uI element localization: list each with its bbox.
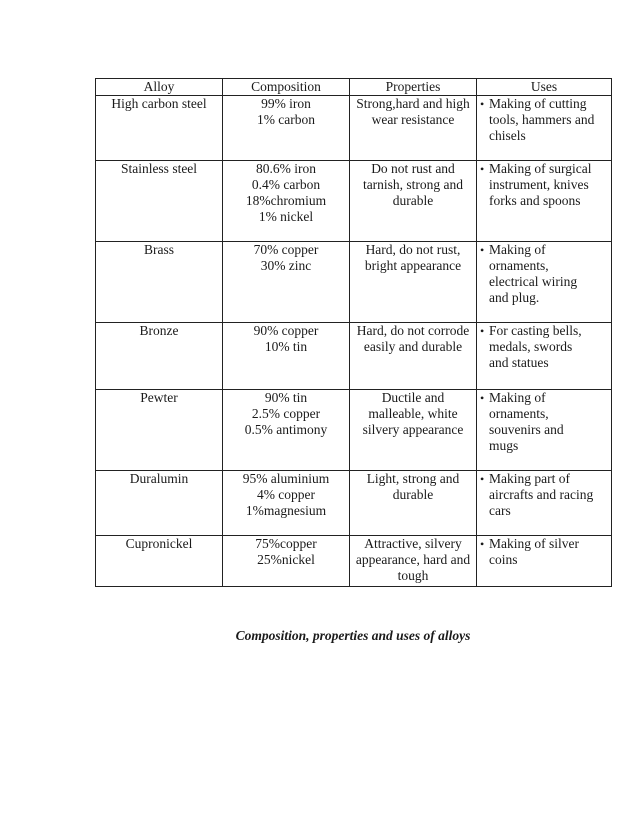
properties-line: tough xyxy=(397,568,429,583)
properties-cell xyxy=(350,471,477,536)
uses-line: souvenirs and xyxy=(489,422,564,437)
composition-line: 2.5% copper xyxy=(251,406,321,421)
properties-cell xyxy=(350,96,477,161)
properties-line: Hard, do not corrode xyxy=(356,323,470,338)
uses-cell xyxy=(477,471,612,536)
properties-line: Light, strong and xyxy=(366,471,460,486)
uses-text xyxy=(489,96,608,144)
properties-line: Strong,hard and high xyxy=(356,96,470,111)
table-row xyxy=(96,536,612,587)
composition-line: 99% iron xyxy=(261,96,311,111)
alloy-name-cell xyxy=(96,161,223,242)
composition-line: 10% tin xyxy=(264,339,308,354)
bullet-icon: • xyxy=(480,472,485,486)
properties-line: Hard, do not rust, xyxy=(365,242,461,257)
uses-line: electrical wiring xyxy=(489,274,578,289)
uses-line: cars xyxy=(489,503,511,518)
uses-line: instrument, knives xyxy=(489,177,589,192)
bullet-icon: • xyxy=(480,97,485,111)
uses-cell xyxy=(477,390,612,471)
uses-bullet-item xyxy=(480,323,608,371)
composition-line: 25%nickel xyxy=(257,552,315,567)
table-row xyxy=(96,471,612,536)
composition-line: 0.4% carbon xyxy=(251,177,321,192)
properties-line: silvery appearance xyxy=(362,422,464,437)
uses-cell xyxy=(477,161,612,242)
uses-line: and plug. xyxy=(489,290,540,305)
properties-cell xyxy=(350,536,477,587)
uses-bullet-item xyxy=(480,96,608,144)
table-row xyxy=(96,390,612,471)
uses-line: ornaments, xyxy=(489,406,549,421)
uses-cell xyxy=(477,323,612,390)
alloy-name-cell xyxy=(96,390,223,471)
uses-line: medals, swords xyxy=(489,339,573,354)
alloy-name: Duralumin xyxy=(129,471,189,486)
bullet-icon: • xyxy=(480,243,485,257)
table-row xyxy=(96,323,612,390)
alloy-name-cell xyxy=(96,323,223,390)
uses-line: Making of silver xyxy=(489,536,579,551)
properties-line: Ductile and xyxy=(381,390,445,405)
properties-cell xyxy=(350,323,477,390)
uses-bullet-item xyxy=(480,242,608,306)
bullet-icon: • xyxy=(480,324,485,338)
alloy-name-cell xyxy=(96,242,223,323)
composition-cell xyxy=(223,536,350,587)
properties-line: wear resistance xyxy=(371,112,455,127)
uses-cell xyxy=(477,536,612,587)
alloy-name: Cupronickel xyxy=(125,536,193,551)
uses-line: Making of xyxy=(489,242,546,257)
uses-line: mugs xyxy=(489,438,519,453)
alloy-name-cell xyxy=(96,96,223,161)
composition-line: 1% carbon xyxy=(256,112,316,127)
bullet-icon: • xyxy=(480,391,485,405)
uses-line: Making of cutting xyxy=(489,96,587,111)
composition-cell xyxy=(223,323,350,390)
uses-line: Making part of xyxy=(489,471,570,486)
header-uses: Uses xyxy=(477,79,612,96)
alloy-name: Stainless steel xyxy=(120,161,198,176)
composition-line: 18%chromium xyxy=(245,193,327,208)
uses-bullet-item xyxy=(480,471,608,519)
uses-line: Making of surgical xyxy=(489,161,592,176)
properties-cell xyxy=(350,161,477,242)
uses-line: and statues xyxy=(489,355,549,370)
uses-line: coins xyxy=(489,552,518,567)
uses-text xyxy=(489,161,608,209)
uses-line: For casting bells, xyxy=(489,323,582,338)
composition-line: 1% nickel xyxy=(258,209,314,224)
properties-line: Do not rust and xyxy=(371,161,455,176)
bullet-icon: • xyxy=(480,537,485,551)
bullet-icon: • xyxy=(480,162,485,176)
table-row xyxy=(96,96,612,161)
uses-text xyxy=(489,471,608,519)
composition-line: 90% copper xyxy=(253,323,319,338)
uses-bullet-item xyxy=(480,536,608,568)
uses-text xyxy=(489,390,608,454)
composition-cell xyxy=(223,161,350,242)
header-alloy: Alloy xyxy=(96,79,223,96)
alloy-name: Bronze xyxy=(139,323,179,338)
alloy-name-cell xyxy=(96,471,223,536)
properties-cell xyxy=(350,390,477,471)
composition-cell xyxy=(223,96,350,161)
uses-cell xyxy=(477,242,612,323)
uses-line: aircrafts and racing xyxy=(489,487,594,502)
composition-line: 80.6% iron xyxy=(256,161,316,176)
table-row xyxy=(96,161,612,242)
composition-line: 30% zinc xyxy=(260,258,312,273)
composition-line: 4% copper xyxy=(256,487,316,502)
alloys-table xyxy=(95,78,612,587)
composition-cell xyxy=(223,390,350,471)
uses-line: Making of xyxy=(489,390,546,405)
composition-line: 75%copper xyxy=(255,536,317,551)
uses-bullet-item xyxy=(480,161,608,209)
composition-line: 70% copper xyxy=(253,242,319,257)
composition-cell xyxy=(223,471,350,536)
properties-line: Attractive, silvery xyxy=(364,536,462,551)
alloy-name-cell xyxy=(96,536,223,587)
properties-cell xyxy=(350,242,477,323)
uses-text xyxy=(489,536,608,568)
composition-line: 90% tin xyxy=(264,390,308,405)
properties-line: malleable, white xyxy=(368,406,458,421)
properties-line: easily and durable xyxy=(363,339,463,354)
composition-cell xyxy=(223,242,350,323)
alloy-name: Brass xyxy=(144,242,174,257)
properties-line: tarnish, strong and xyxy=(362,177,464,192)
properties-line: durable xyxy=(392,487,434,502)
header-properties: Properties xyxy=(350,79,477,96)
uses-text xyxy=(489,242,608,306)
properties-line: bright appearance xyxy=(364,258,462,273)
table-header-row xyxy=(96,79,612,96)
uses-text xyxy=(489,323,608,371)
properties-line: appearance, hard and xyxy=(355,552,471,567)
composition-line: 95% aluminium xyxy=(242,471,330,486)
composition-line: 1%magnesium xyxy=(245,503,327,518)
uses-line: forks and spoons xyxy=(489,193,581,208)
table-caption: Composition, properties and uses of alloys xyxy=(235,628,471,643)
uses-line: ornaments, xyxy=(489,258,549,273)
uses-line: tools, hammers and xyxy=(489,112,595,127)
alloy-name: High carbon steel xyxy=(111,96,207,111)
table-body xyxy=(96,96,612,587)
composition-line: 0.5% antimony xyxy=(244,422,328,437)
alloy-name: Pewter xyxy=(140,390,178,405)
properties-line: durable xyxy=(392,193,434,208)
header-composition: Composition xyxy=(223,79,350,96)
table-row xyxy=(96,242,612,323)
uses-cell xyxy=(477,96,612,161)
uses-line: chisels xyxy=(489,128,526,143)
uses-bullet-item xyxy=(480,390,608,454)
